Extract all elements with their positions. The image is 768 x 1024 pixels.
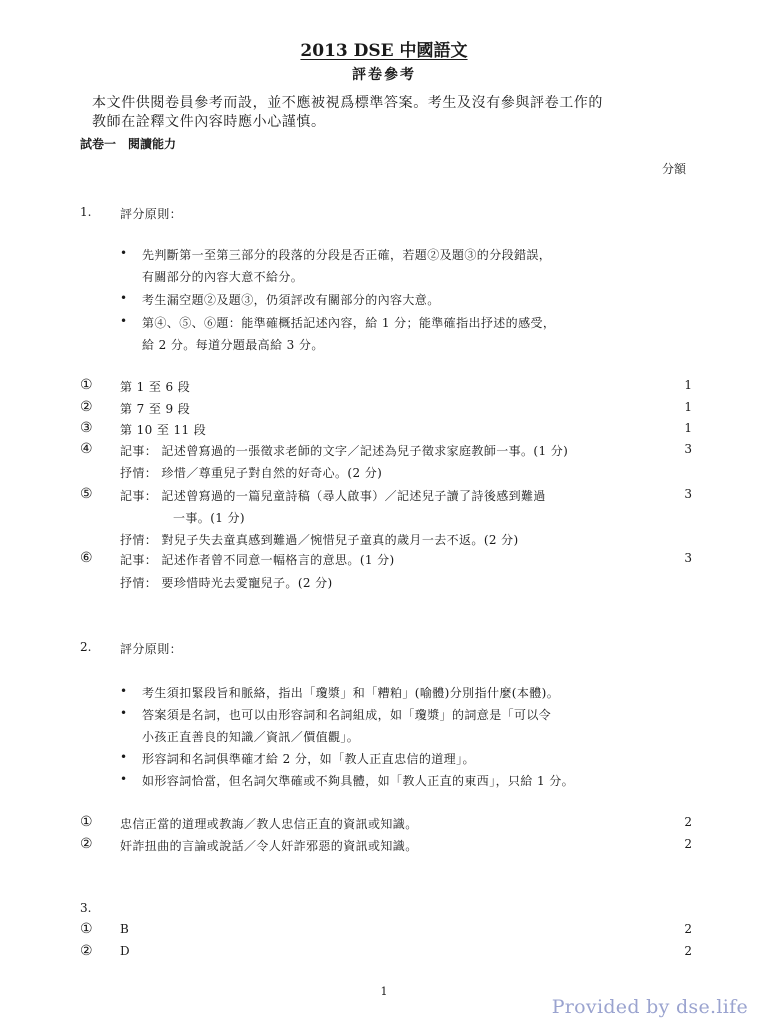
document-subtitle: 評卷參考 [352,67,416,83]
q1-principle-2-line-1: 考生漏空題②及題③，仍須評改有關部分的內容大意。 [142,293,440,307]
q1-answer-5-marker: ⑤ [80,486,93,502]
q2-bullet-2: • [120,706,128,720]
q1-principle-1-line-1: 先判斷第一至第三部分的段落的分段是否正確，若題②及題③的分段錯誤， [142,248,552,262]
q3-answer-2-marker: ② [80,943,93,959]
q1-answer-5-score: 3 [684,487,692,501]
q2-answer-2-score: 2 [684,837,692,851]
q3-answer-1-text: B [120,922,130,936]
q2-answer-1-text: 忠信正當的道理或教誨／教人忠信正直的資訊或知識。 [120,817,418,831]
q2-principle-2-line-2: 小孩正直善良的知識／資訊／價值觀」。 [142,730,360,744]
q1-answer-3-marker: ③ [80,420,93,436]
q1-answer-1-score: 1 [684,378,692,392]
q1-answer-3-text: 第 10 至 11 段 [120,423,207,437]
question-1-number: 1. [80,205,92,219]
q1-answer-2-marker: ② [80,399,93,415]
q1-answer-3-score: 1 [684,421,692,435]
question-3-number: 3. [80,901,92,915]
q1-principle-1-line-2: 有關部分的內容大意不給分。 [142,270,304,284]
q2-principle-3-line-1: 形容詞和名詞俱準確才給 2 分，如「教人正直忠信的道理」。 [142,752,475,766]
q1-answer-2-score: 1 [684,400,692,414]
q1-answer-2-text: 第 7 至 9 段 [120,402,191,416]
score-column-heading: 分額 [661,162,686,176]
q1-answer-1-text: 第 1 至 6 段 [120,380,191,394]
paper-heading: 試卷一 閱讀能力 [80,137,177,151]
q2-bullet-3: • [120,750,128,764]
q3-answer-2-score: 2 [684,944,692,958]
q1-answer-5-line-1: 記事： 記述曾寫過的一篇兒童詩稿（尋人啟事）／記述兒子讀了詩後感到難過 [120,489,546,503]
q1-answer-4-line-2: 抒情： 珍惜／尊重兒子對自然的好奇心。(2 分) [120,466,383,480]
q1-principle-3-line-1: 第④、⑤、⑥題：能準確概括記述內容，給 1 分；能準確指出抒述的感受， [142,316,556,330]
q1-answer-4-line-1: 記事： 記述曾寫過的一張徵求老師的文字／記述為兒子徵求家庭教師一事。(1 分) [120,444,569,458]
document-title: 2013 DSE 中國語文 [300,41,468,61]
q2-principle-2-line-1: 答案須是名詞，也可以由形容詞和名詞組成，如「瓊漿」的詞意是「可以令 [142,708,552,722]
q1-answer-6-line-2: 抒情： 要珍惜時光去愛寵兒子。(2 分) [120,576,333,590]
q1-answer-4-score: 3 [684,442,692,456]
q1-principle-3-line-2: 給 2 分。每道分題最高給 3 分。 [142,338,324,352]
q1-answer-1-marker: ① [80,377,93,393]
q2-principle-1-line-1: 考生須扣緊段旨和脈絡，指出「瓊漿」和「糟粕」(喻體)分別指什麼(本體)。 [142,686,560,700]
q2-answer-1-score: 2 [684,815,692,829]
q2-answer-2-text: 奸詐扭曲的言論或說話／令人奸詐邪惡的資訊或知識。 [120,839,418,853]
q2-bullet-4: • [120,772,128,786]
page-number: 1 [380,985,388,998]
q1-answer-6-line-1: 記事： 記述作者曾不同意一幅格言的意思。(1 分) [120,553,395,567]
q1-answer-5-line-3: 抒情： 對兒子失去童真感到難過／惋惜兒子童真的歲月一去不返。(2 分) [120,533,519,547]
q2-answer-2-marker: ② [80,836,93,852]
q3-answer-2-text: D [120,944,131,958]
q1-bullet-3: • [120,314,128,328]
q2-answer-1-marker: ① [80,814,93,830]
q1-answer-4-marker: ④ [80,441,93,457]
intro-line-2: 教師在詮釋文件內容時應小心謹慎。 [92,114,326,130]
q3-answer-1-marker: ① [80,921,93,937]
provider-watermark: Provided by dse.life [551,996,748,1018]
q1-answer-6-score: 3 [684,551,692,565]
intro-line-1: 本文件供閱卷員參考而設，並不應被視爲標準答案。考生及沒有參與評卷工作的 [92,95,603,111]
q1-principle-label: 評分原則： [120,207,183,221]
q3-answer-1-score: 2 [684,922,692,936]
question-2-number: 2. [80,640,92,654]
q2-principle-label: 評分原則： [120,642,183,656]
q1-answer-6-marker: ⑥ [80,550,93,566]
q1-bullet-2: • [120,291,128,305]
q1-bullet-1: • [120,246,128,260]
q1-answer-5-line-2: 一事。(1 分) [173,511,246,525]
q2-principle-4-line-1: 如形容詞恰當，但名詞欠準確或不夠具體，如「教人正直的東西」，只給 1 分。 [142,774,575,788]
q2-bullet-1: • [120,684,128,698]
